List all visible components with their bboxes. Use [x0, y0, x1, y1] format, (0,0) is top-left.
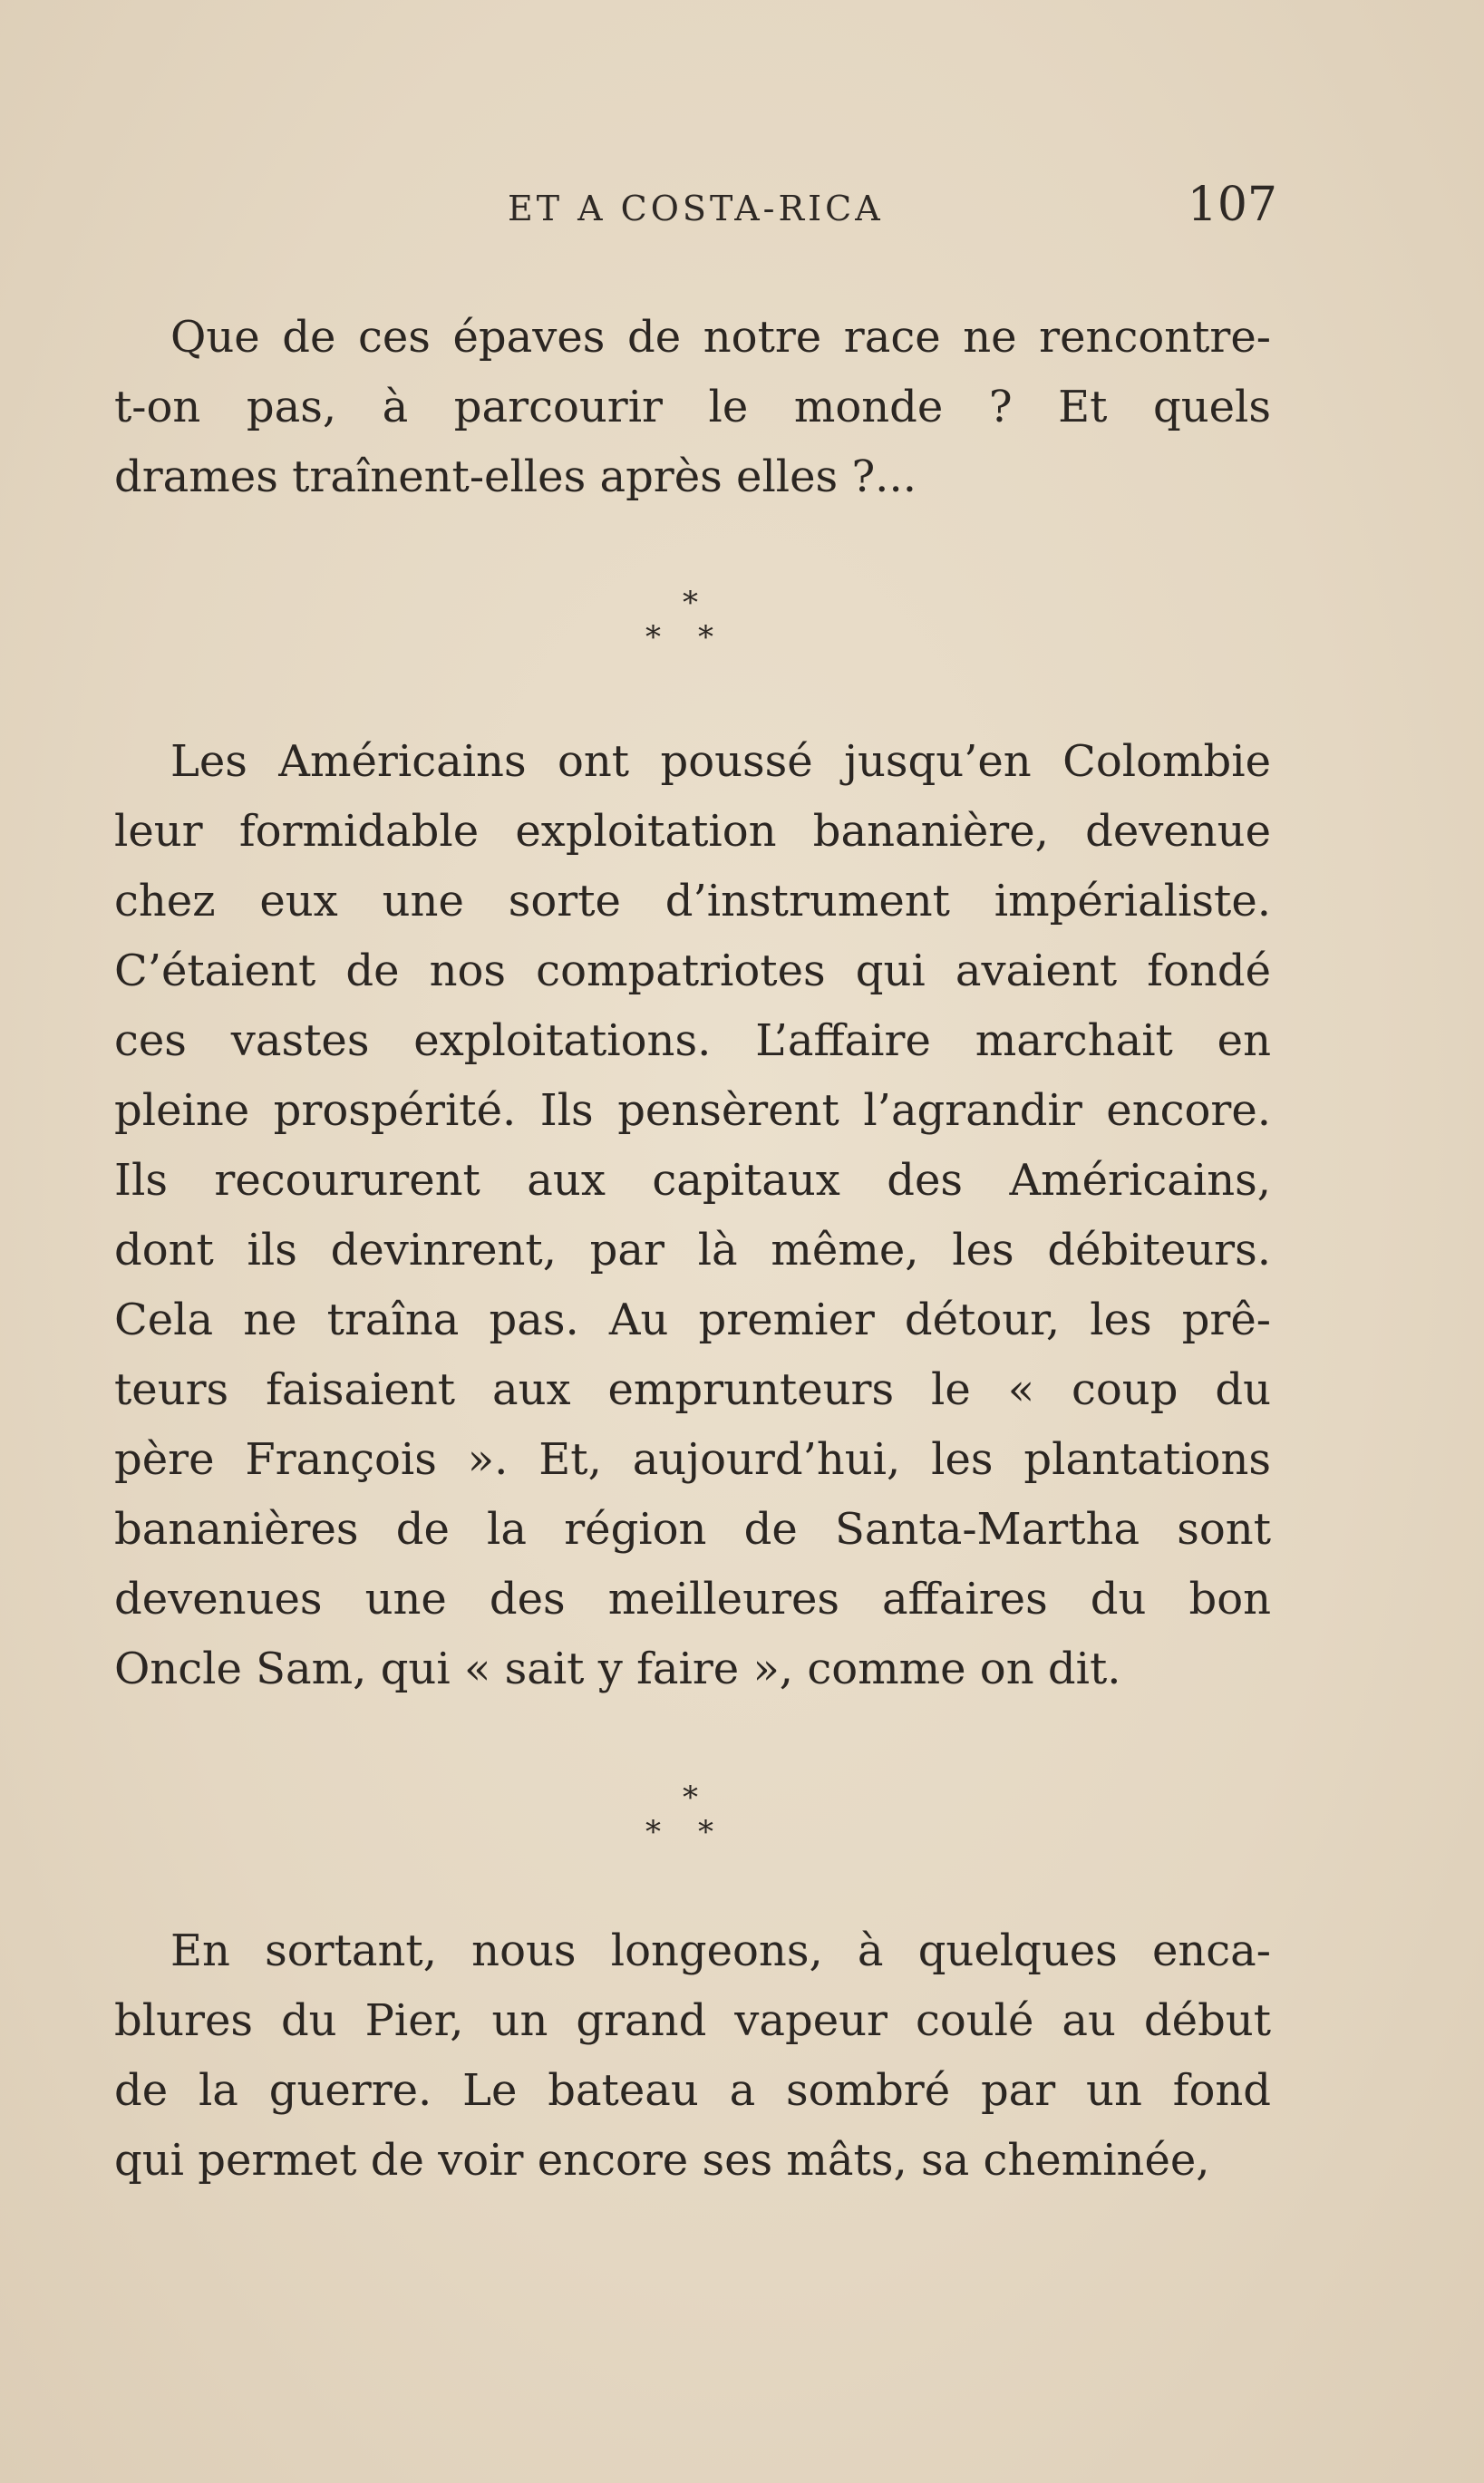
text-line: bananières de la région de Santa-Martha sont — [114, 1504, 1271, 1555]
asterism-star: * — [683, 585, 698, 621]
text-line: ces vastes exploitations. L’affaire marchait en — [114, 1015, 1271, 1066]
text-line: Les Américains ont poussé jusqu’en Colombie — [170, 736, 1271, 787]
text-line: Cela ne traîna pas. Au premier détour, les prê- — [114, 1295, 1271, 1345]
text-line: teurs faisaient aux emprunteurs le « coup du — [114, 1364, 1271, 1415]
text-line: qui permet de voir encore ses mâts, sa cheminée, — [114, 2135, 1210, 2186]
text-line: Ils recoururent aux capitaux des Américains, — [114, 1155, 1271, 1206]
text-line: drames traînent-elles après elles ?... — [114, 451, 917, 502]
text-line: père François ». Et, aujourd’hui, les plantations — [114, 1434, 1271, 1485]
running-head: ET A COSTA-RICA — [508, 189, 884, 228]
text-line: En sortant, nous longeons, à quelques enca- — [170, 1925, 1271, 1976]
text-line: Oncle Sam, qui « sait y faire », comme on dit. — [114, 1644, 1121, 1694]
text-line: blures du Pier, un grand vapeur coulé au début — [114, 1995, 1271, 2046]
text-line: t-on pas, à parcourir le monde ? Et quels — [114, 382, 1271, 432]
page-number: 107 — [1187, 178, 1277, 232]
paragraph-2 — [114, 727, 1271, 1704]
section-asterism — [635, 1782, 752, 1864]
text-line: devenues une des meilleures affaires du bon — [114, 1574, 1271, 1625]
asterism-star: * — [645, 619, 661, 655]
text-line: chez eux une sorte d’instrument impérialiste. — [114, 876, 1271, 926]
paragraph-1 — [114, 303, 1271, 512]
paragraph-3 — [114, 1916, 1271, 2196]
asterism-star: * — [683, 1780, 698, 1816]
text-line: pleine prospérité. Ils pensèrent l’agrandir encore. — [114, 1085, 1271, 1136]
text-line: de la guerre. Le bateau a sombré par un fond — [114, 2065, 1271, 2116]
asterism-star: * — [698, 619, 713, 655]
text-line: Que de ces épaves de notre race ne rencontre- — [170, 312, 1271, 363]
section-asterism — [635, 587, 752, 669]
asterism-star: * — [645, 1814, 661, 1850]
text-line: leur formidable exploitation bananière, devenue — [114, 806, 1271, 857]
asterism-star: * — [698, 1814, 713, 1850]
text-line: C’étaient de nos compatriotes qui avaient fondé — [114, 946, 1271, 996]
text-line: dont ils devinrent, par là même, les débiteurs. — [114, 1225, 1271, 1275]
